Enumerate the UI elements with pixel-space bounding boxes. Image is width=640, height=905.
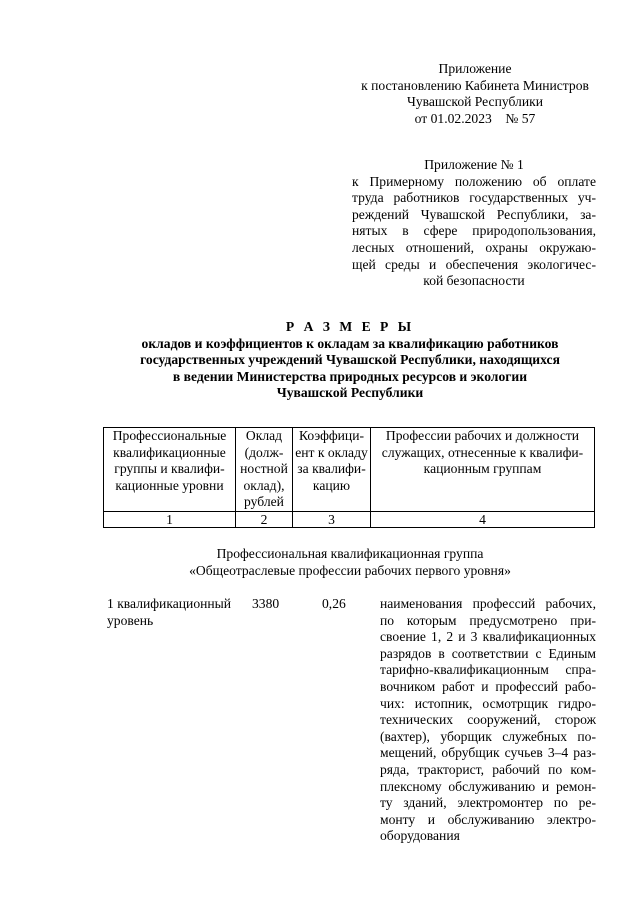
annex-line: к постановлению Кабинета Министров bbox=[361, 77, 589, 93]
annex-line: Приложение bbox=[438, 61, 512, 76]
header-cell-salary: Оклад (долж- ностной оклад), рублей bbox=[236, 428, 293, 512]
professions-text: наименования профессий рабочих, по которым предусмотрено при- своение 1, 2 и 3 квалификационных разрядов в соответствии с Единым тарифно-квалификационным спра- вочником работ и профессий рабо- чих: истопник, осмотрщик гидро- технических сооружений, сторож (вахтер), уборщик служебных по- мещений, обрубщик сучьев 3–4 раз- ряда, тракторист, рабочий по ком- плексному обслуживанию и ремон- ту зданий, электромонтер по ре- монту и обслуживанию электро- оборудования bbox=[380, 596, 596, 844]
annex-one-line: труда работников государственных уч- bbox=[352, 190, 596, 206]
annex-one-reference bbox=[352, 157, 596, 290]
table-header bbox=[103, 427, 595, 528]
group-caption-line: Профессиональная квалификационная группа bbox=[216, 546, 484, 561]
title-line: государственных учреждений Чувашской Республики, находящихся bbox=[140, 352, 560, 368]
column-number: 4 bbox=[371, 512, 595, 528]
title-line: Чувашской Республики bbox=[276, 385, 424, 401]
column-number: 1 bbox=[104, 512, 236, 528]
annex-date-number: от 01.02.2023 № 57 bbox=[414, 110, 536, 126]
header-cell-group: Профессиональные квалификационные группы и квалифи- кационные уровни bbox=[104, 428, 236, 512]
title-line: окладов и коэффициентов к окладам за квалификацию работников bbox=[141, 335, 559, 351]
group-caption bbox=[100, 546, 600, 579]
title-heading: Р А З М Е Р Ы bbox=[285, 319, 415, 334]
column-number: 2 bbox=[236, 512, 293, 528]
annex-one-line: к Примерному положению об оплате bbox=[352, 173, 596, 189]
column-number: 3 bbox=[293, 512, 371, 528]
header-cell-coefficient: Коэффици- ент к окладу за квалифи- кацию bbox=[293, 428, 371, 512]
annex-one-line: реждений Чувашской Республики, за- bbox=[352, 206, 596, 222]
annex-one-line: кой безопасности bbox=[423, 273, 525, 289]
annex-one-line: лесных отношений, охраны окружаю- bbox=[352, 239, 596, 255]
coefficient-value: 0,26 bbox=[322, 596, 346, 611]
qualification-level: 1 квалификационный уровень bbox=[107, 596, 232, 628]
salary-value: 3380 bbox=[252, 596, 280, 611]
document-title bbox=[100, 319, 600, 402]
header-cell-professions: Профессии рабочих и должности служащих, отнесенные к квалифи- кационным группам bbox=[371, 428, 595, 512]
annex-one-line: щей среды и обеспечения экологичес- bbox=[352, 256, 596, 272]
annex-reference bbox=[350, 61, 600, 127]
group-caption-line: «Общеотраслевые профессии рабочих первого уровня» bbox=[189, 562, 511, 578]
title-line: в ведении Министерства природных ресурсов и экологии bbox=[172, 368, 528, 384]
annex-line: Чувашской Республики bbox=[407, 94, 543, 110]
annex-one-line: нятых в сфере природопользования, bbox=[352, 223, 596, 239]
annex-one-title: Приложение № 1 bbox=[424, 157, 524, 172]
